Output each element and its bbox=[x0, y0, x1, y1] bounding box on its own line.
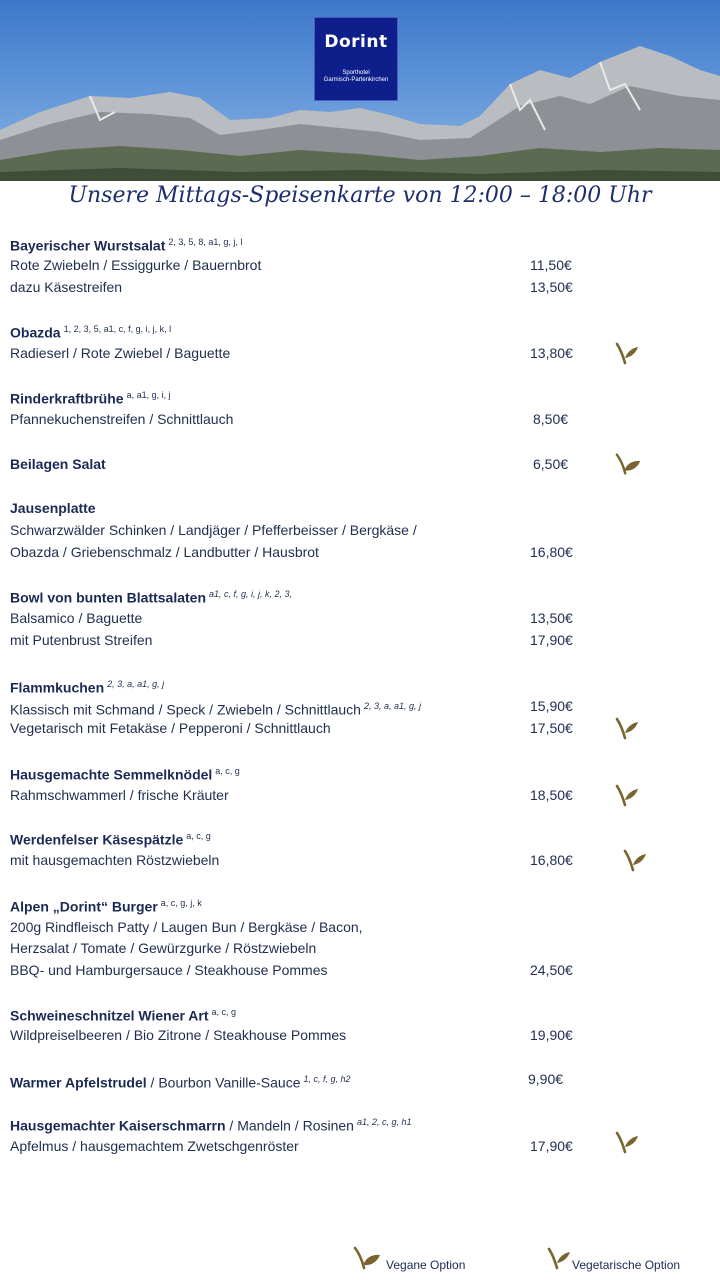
menu-item-title-line bbox=[10, 455, 106, 473]
menu-item-description-text: Schwarzwälder Schinken / Landjäger / Pfefferbeisser / Bergkäse / bbox=[10, 522, 417, 538]
vegan-leaf-icon bbox=[352, 1245, 382, 1271]
vegetarian-leaf-icon bbox=[622, 847, 648, 873]
allergen-codes: a, c, g bbox=[211, 1007, 237, 1017]
menu-item-description-text: Wildpreiselbeeren / Bio Zitrone / Steakhouse Pommes bbox=[10, 1027, 347, 1043]
menu-item-title-line bbox=[10, 233, 242, 255]
menu-item-description bbox=[10, 256, 261, 274]
legend-vegetarian-label: Vegetarische Option bbox=[572, 1258, 681, 1272]
dorint-logo[interactable] bbox=[314, 17, 398, 101]
menu-item-title: Alpen „Dorint“ Burger bbox=[10, 898, 158, 915]
menu-item-title: Obazda bbox=[10, 324, 61, 341]
menu-item-description-text: Pfannekuchenstreifen / Schnittlauch bbox=[10, 411, 234, 427]
menu-item-price: 8,50€ bbox=[533, 411, 569, 427]
menu-item-description-text: Apfelmus / hausgemachtem Zwetschgenröster bbox=[10, 1138, 299, 1154]
menu-item-description bbox=[10, 278, 122, 296]
menu-item-description bbox=[10, 1137, 299, 1155]
menu-item-description-text: Herzsalat / Tomate / Gewürzgurke / Röstzwiebeln bbox=[10, 940, 317, 956]
menu-item-title-line bbox=[10, 762, 240, 784]
menu-item-description bbox=[10, 609, 142, 627]
vegetarian-leaf-icon bbox=[614, 340, 640, 366]
menu-item-description bbox=[10, 939, 316, 957]
allergen-codes: a1, c, f, g, i, j, k, 2, 3, bbox=[209, 589, 293, 599]
vegetarian-leaf-icon bbox=[614, 782, 640, 808]
menu-item-description bbox=[10, 1026, 346, 1044]
menu-item-price: 13,50€ bbox=[530, 279, 573, 295]
allergen-codes: a, c, g bbox=[186, 831, 211, 841]
vegan-leaf-icon bbox=[614, 451, 642, 477]
menu-item-price: 16,80€ bbox=[530, 852, 573, 868]
menu-item-description bbox=[10, 344, 230, 362]
menu-item-description-text: Rote Zwiebeln / Essiggurke / Bauernbrot bbox=[10, 257, 262, 273]
menu-item-title-line bbox=[10, 386, 171, 408]
menu-item-price: 18,50€ bbox=[530, 787, 573, 803]
menu-item-title: Beilagen Salat bbox=[10, 456, 106, 472]
menu-item-price: 17,50€ bbox=[530, 720, 573, 736]
menu-item-price: 6,50€ bbox=[533, 456, 569, 472]
allergen-codes: a1, 2, c, g, h1 bbox=[356, 1117, 412, 1127]
header-mountain-image bbox=[0, 0, 720, 181]
menu-item-description bbox=[10, 851, 219, 869]
menu-item-title-line bbox=[10, 585, 292, 607]
menu-item-title-suffix: / Mandeln / Rosinen bbox=[225, 1117, 354, 1134]
menu-item-description-text: Radieserl / Rote Zwiebel / Baguette bbox=[10, 345, 231, 361]
menu-item-title: Warmer Apfelstrudel bbox=[10, 1074, 147, 1091]
menu-item-description bbox=[10, 961, 328, 979]
menu-item-description bbox=[10, 521, 417, 539]
menu-item-description bbox=[10, 410, 233, 428]
menu-item-price: 9,90€ bbox=[528, 1071, 564, 1087]
menu-item-price: 11,50€ bbox=[530, 257, 572, 273]
allergen-codes: 2, 3, a, a1, g, j bbox=[107, 679, 165, 689]
menu-item-title-line bbox=[10, 675, 164, 697]
menu-item-description-text: Obazda / Griebenschmalz / Landbutter / Hausbrot bbox=[10, 544, 319, 560]
menu-item-description-text: mit Putenbrust Streifen bbox=[10, 632, 153, 648]
menu-item-description-text: Klassisch mit Schmand / Speck / Zwiebeln / Schnittlauch bbox=[10, 701, 361, 718]
menu-item-title: Jausenplatte bbox=[10, 500, 96, 516]
menu-item-description-text: Vegetarisch mit Fetakäse / Pepperoni / Schnittlauch bbox=[10, 720, 331, 736]
legend-vegan-label: Vegane Option bbox=[386, 1258, 466, 1272]
menu-item-title-line bbox=[10, 1113, 412, 1135]
menu-item-description-text: Rahmschwammerl / frische Kräuter bbox=[10, 787, 229, 803]
logo-subtitle-2: Garmisch-Partenkirchen bbox=[323, 77, 389, 83]
menu-item-description-text: dazu Käsestreifen bbox=[10, 279, 123, 295]
menu-item-title-line bbox=[10, 1003, 236, 1025]
menu-item-title: Hausgemachte Semmelknödel bbox=[10, 766, 213, 783]
menu-item-price: 17,90€ bbox=[530, 632, 573, 648]
menu-item-description bbox=[10, 543, 319, 561]
allergen-codes: a, c, g, j, k bbox=[160, 898, 202, 908]
menu-item-title: Bayerischer Wurstsalat bbox=[10, 237, 166, 254]
menu-item-description-text: BBQ- und Hamburgersauce / Steakhouse Pommes bbox=[10, 962, 328, 978]
menu-item-title: Bowl von bunten Blattsalaten bbox=[10, 589, 207, 606]
menu-heading: Unsere Mittags-Speisenkarte von 12:00 – 18:00 Uhr bbox=[68, 183, 652, 208]
logo-subtitle-1: Sporthotel bbox=[342, 70, 370, 76]
menu-item-title-suffix: / Bourbon Vanille-Sauce bbox=[146, 1074, 301, 1091]
menu-item-description-text: mit hausgemachten Röstzwiebeln bbox=[10, 852, 220, 868]
allergen-codes: 2, 3, a, a1, g, j bbox=[363, 701, 421, 711]
menu-item-title-line bbox=[10, 894, 202, 916]
menu-item-description-text: Balsamico / Baguette bbox=[10, 610, 143, 626]
allergen-codes: 1, 2, 3, 5, a1, c, f, g, i, j, k, l bbox=[63, 324, 172, 334]
menu-item-price: 19,90€ bbox=[530, 1027, 573, 1043]
menu-item-description-text: 200g Rindfleisch Patty / Laugen Bun / Bergkäse / Bacon, bbox=[10, 919, 363, 935]
menu-item-description bbox=[10, 786, 229, 804]
menu-item-description bbox=[10, 719, 331, 737]
allergen-codes: a, a1, g, i, j bbox=[126, 390, 171, 400]
menu-item-price: 13,80€ bbox=[530, 345, 573, 361]
menu-item-price: 13,50€ bbox=[530, 610, 573, 626]
menu-item-title-line bbox=[10, 827, 211, 849]
allergen-codes: 1, c, f, g, h2 bbox=[303, 1074, 351, 1084]
vegetarian-leaf-icon bbox=[546, 1245, 572, 1271]
menu-item-price: 16,80€ bbox=[530, 544, 573, 560]
menu-item-description bbox=[10, 631, 152, 649]
menu-item-price: 24,50€ bbox=[530, 962, 573, 978]
menu-item-title-line bbox=[10, 499, 96, 517]
menu-item-title: Hausgemachter Kaiserschmarrn bbox=[10, 1117, 226, 1134]
menu-item-description bbox=[10, 697, 421, 719]
logo-brand: Dorint bbox=[324, 32, 388, 52]
allergen-codes: 2, 3, 5, 8, a1, g, j, l bbox=[168, 237, 243, 247]
menu-item-title: Flammkuchen bbox=[10, 679, 105, 696]
menu-item-title: Rinderkraftbrühe bbox=[10, 390, 124, 407]
menu-item-title-line bbox=[10, 1070, 351, 1092]
menu-item-price: 15,90€ bbox=[530, 698, 573, 714]
menu-item-title-line bbox=[10, 320, 171, 342]
vegetarian-leaf-icon bbox=[614, 715, 640, 741]
allergen-codes: a, c, g bbox=[215, 766, 240, 776]
menu-item-title: Schweineschnitzel Wiener Art bbox=[10, 1007, 209, 1024]
menu-item-price: 17,90€ bbox=[530, 1138, 573, 1154]
menu-item-title: Werdenfelser Käsespätzle bbox=[10, 831, 184, 848]
vegetarian-leaf-icon bbox=[614, 1129, 640, 1155]
menu-item-description bbox=[10, 918, 363, 936]
